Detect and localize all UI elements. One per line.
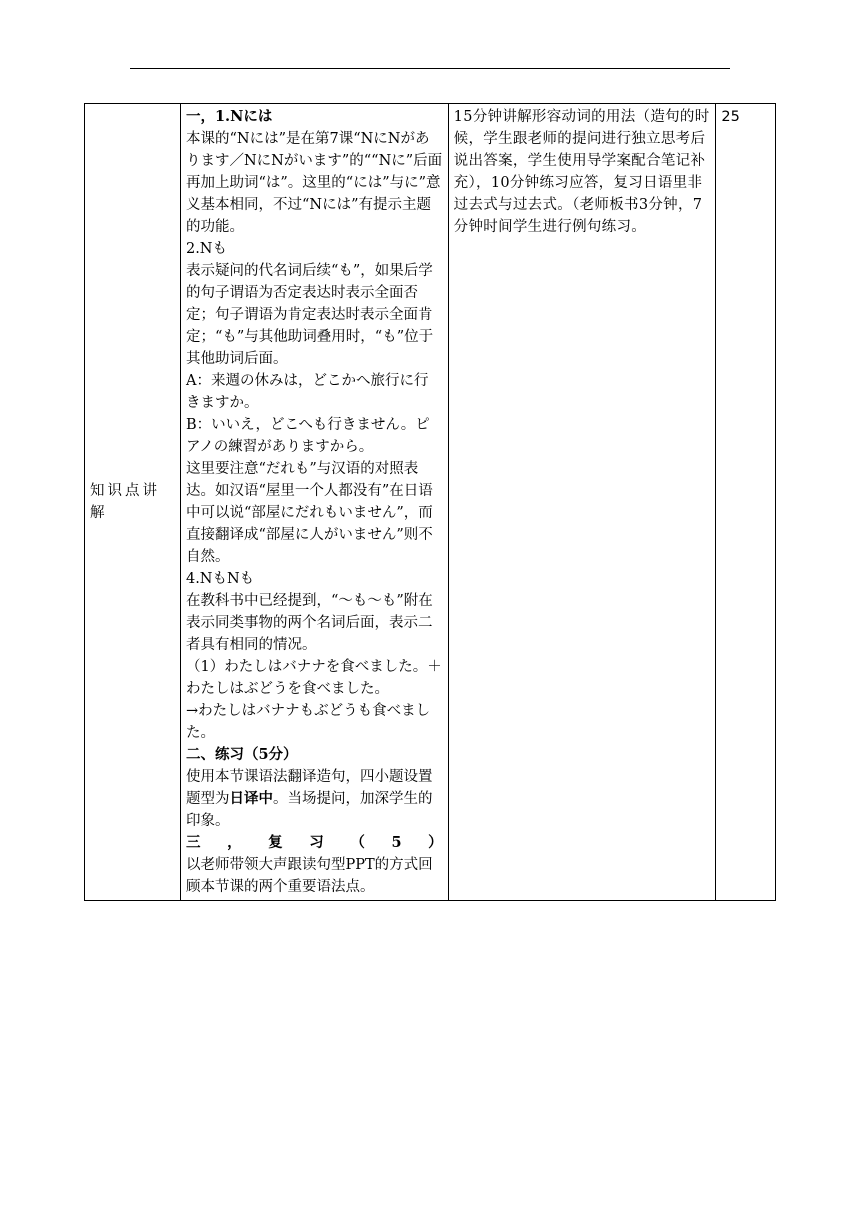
content-cell [180, 104, 448, 901]
minutes-value: 25 [721, 109, 740, 125]
header-rule [130, 68, 730, 69]
review-char: 习 [309, 834, 324, 851]
section-label: 知识点讲解 [90, 483, 160, 521]
practice-text-post: 。当场提问，加深学生的印象。 [185, 791, 433, 829]
paragraph-review: 以老师带领大声跟读句型PPT的方式回顾本节课的两个重要语法点。 [185, 857, 433, 895]
example-b: B：いいえ，どこへも行きません。ピアノの練習がありますから。 [185, 417, 430, 455]
teaching-plan-cell [448, 104, 716, 901]
example-a: A：来週の休みは，どこかへ旅行に行きますか。 [185, 373, 429, 411]
paragraph-n-niwa: 本课的“Nには”是在第7课“NにNがあります／NにNがいます”的““Nに”后面再加上助词“は”。这里的“には”与に”意义基本相同，不过“Nには”有提示主题的功能。 [185, 131, 443, 235]
heading-practice: 二、练习（5分） [185, 746, 298, 763]
heading-review [186, 832, 443, 854]
practice-text-bold: 日译中 [229, 791, 273, 807]
review-char: （ [350, 834, 365, 851]
paragraph-practice [186, 766, 443, 832]
review-char: ） [428, 834, 443, 851]
lesson-plan-table [84, 103, 776, 901]
heading-n-mo-n-mo: 4.NもNも [185, 571, 255, 587]
paragraph-n-mo-n-mo: 在教科书中已经提到，“～も～も”附在表示同类事物的两个名词后面，表示二者具有相同的情况。 [185, 593, 433, 653]
paragraph-n-mo: 表示疑问的代名词后续“も”，如果后学的句子谓语为否定表达时表示全面否定；句子谓语为肯定表达时表示全面肯定；“も”与其他助词叠用时，“も”位于其他助词后面。 [185, 263, 434, 367]
heading-n-mo: 2.Nも [185, 241, 227, 257]
table-row [85, 104, 776, 901]
review-char: 复 [268, 834, 283, 851]
review-char: 5 [391, 834, 402, 851]
practice-text-pre: 使用本节课语法翻译造句，四小题设置题型为 [185, 769, 433, 807]
paragraph-daremo: 这里要注意“だれも”与汉语的对照表达。如汉语“屋里一个人都没有”在日语中可以说“部屋にだれもいません”，而直接翻译成“部屋に人がいません”则不自然。 [185, 461, 433, 565]
section-label-cell [85, 104, 181, 901]
minutes-cell [716, 104, 776, 901]
heading-n-niwa: 一，1.Nには [185, 108, 273, 125]
review-char: ， [227, 834, 242, 851]
teaching-plan-text: 15分钟讲解形容动词的用法（造句的时候，学生跟老师的提问进行独立思考后说出答案，学生使用导学案配合笔记补充），10分钟练习应答，复习日语里非过去式与过去式。（老师板书3分钟，7分钟时间学生进行例句练习。 [453, 109, 710, 235]
example-2: →わたしはバナナもぶどうも食べました。 [185, 703, 431, 741]
review-char: 三 [185, 834, 201, 851]
example-1: （1）わたしはバナナを食べました。＋わたしはぶどうを食べました。 [185, 659, 442, 697]
